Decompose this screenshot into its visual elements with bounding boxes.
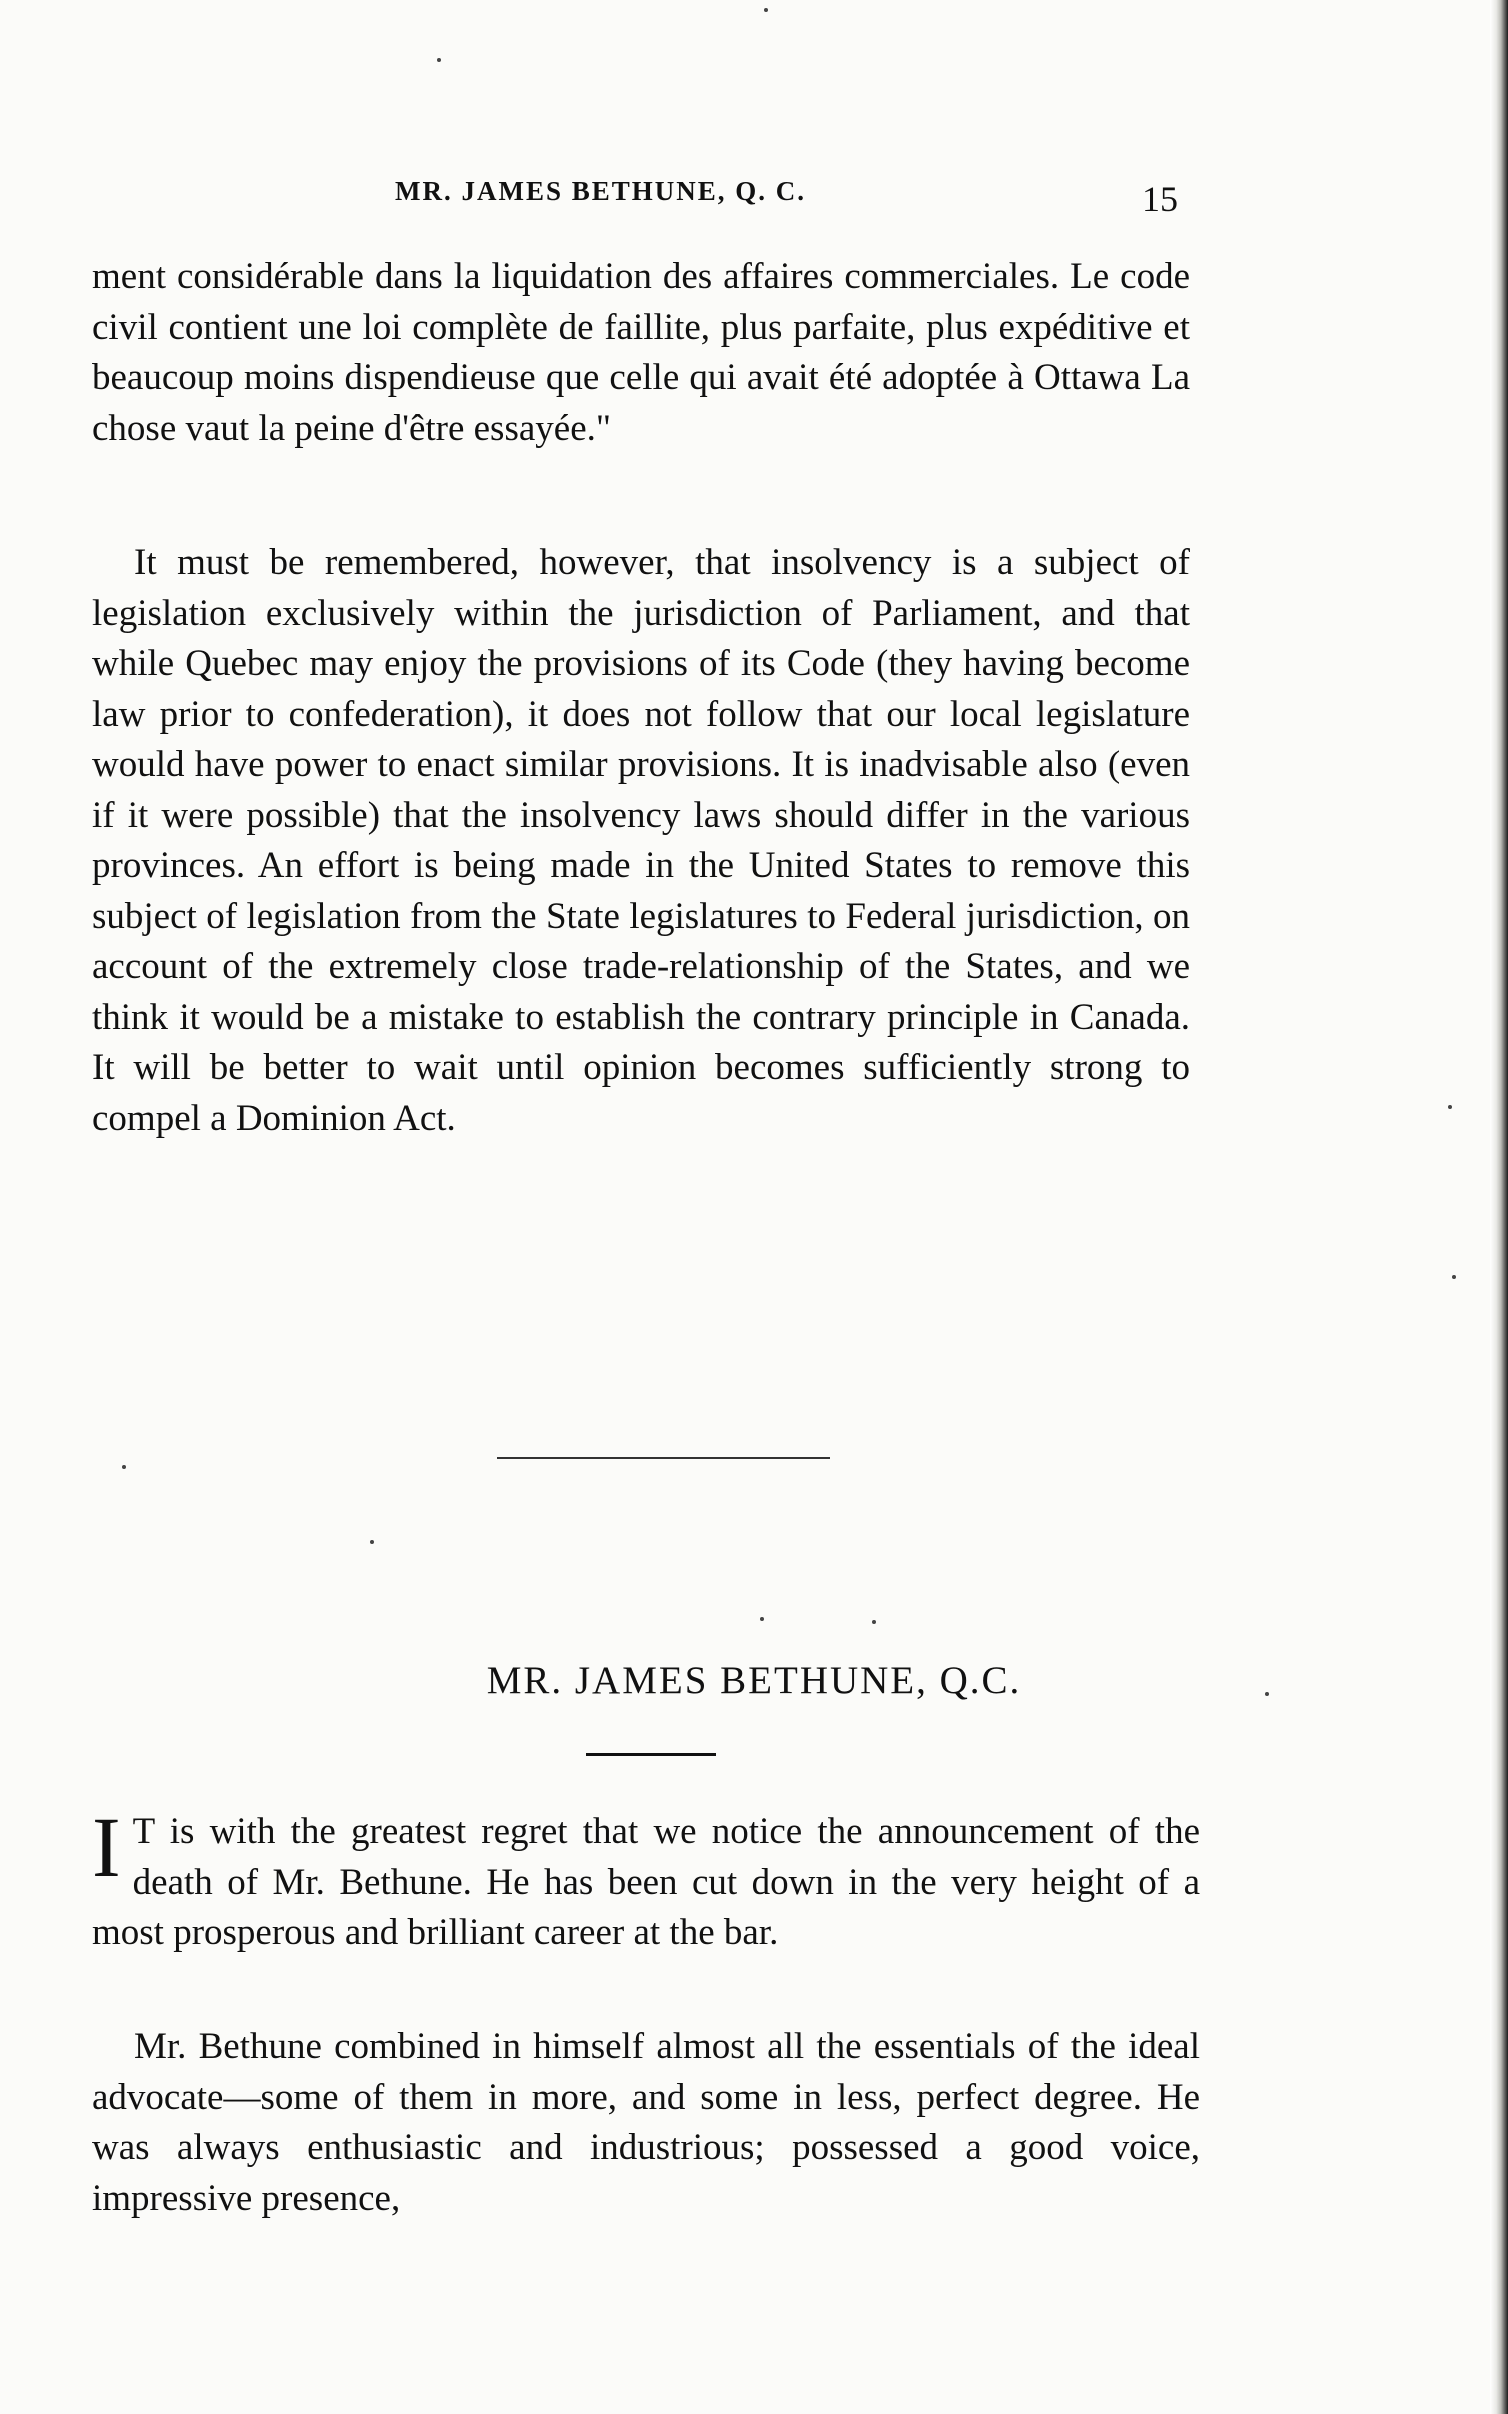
paragraph-text: ment considérable dans la liquidation des affaires commerciales. Le code civil contient une loi complète de faillite, plus parfaite, plus expéditive et beaucoup moins dispendieuse que celle qui avait été adoptée à Ottawa La chose vaut la peine d'être essayée." <box>92 256 1190 449</box>
print-speck <box>764 8 768 12</box>
section-divider <box>497 1457 830 1459</box>
print-speck <box>760 1617 764 1621</box>
insolvency-paragraph <box>92 538 1190 1144</box>
print-speck <box>437 58 441 62</box>
print-speck <box>1265 1692 1269 1696</box>
print-speck <box>122 1465 126 1469</box>
paragraph-text: Mr. Bethune combined in himself almost all the essentials of the ideal advocate—some of them in more, and some in less, perfect degree. He was always enthusiastic and industrious; possessed a good voice, impressive presence, <box>92 2026 1200 2219</box>
page-number: 15 <box>1142 179 1178 219</box>
section-title: MR. JAMES BETHUNE, Q.C. <box>486 1659 1022 1702</box>
obituary-second-paragraph <box>92 2022 1200 2224</box>
print-speck <box>1452 1275 1456 1279</box>
print-speck <box>370 1540 374 1544</box>
print-speck <box>872 1620 876 1624</box>
drop-cap: I <box>92 1799 121 1895</box>
paragraph-text: It must be remembered, however, that insolvency is a subject of legislation exclusively within the jurisdiction of Parliament, and that while Quebec may enjoy the provisions of its Code (they having become law prior to confederation), it does not follow that our local legislature would have power to enact similar provisions. It is inadvisable also (even if it were possible) that the insolvency laws should differ in the various provinces. An effort is being made in the United States to remove this subject of legislation from the State legislatures to Federal jurisdiction, on account of the extremely close trade-relationship of the States, and we think it would be a mistake to establish the contrary principle in Canada. It will be better to wait until opinion becomes sufficiently strong to compel a Dominion Act. <box>92 542 1190 1139</box>
title-underline-rule <box>586 1753 716 1756</box>
page-edge-shadow <box>1490 0 1508 2414</box>
continued-paragraph <box>92 252 1190 454</box>
obituary-first-paragraph <box>92 1799 1200 1959</box>
paragraph-text: T is with the greatest regret that we notice the announcement of the death of Mr. Bethune. He has been cut down in the very height of a most prosperous and brilliant career at the bar. <box>92 1811 1200 1953</box>
print-speck <box>1448 1105 1452 1109</box>
running-head: MR. JAMES BETHUNE, Q. C. <box>395 176 807 206</box>
